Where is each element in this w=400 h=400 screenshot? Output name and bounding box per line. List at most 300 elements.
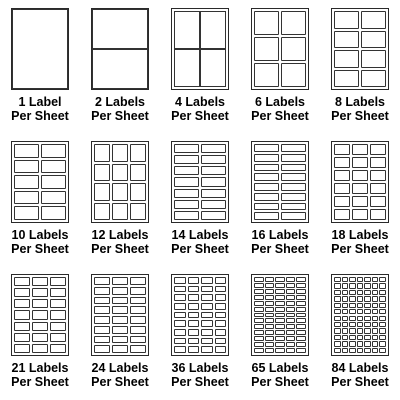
- label-count: 4 Labels: [174, 95, 226, 109]
- label-cell: [361, 11, 386, 29]
- label-cell: [286, 342, 296, 347]
- label-cell: [357, 290, 364, 295]
- label-cell: [112, 297, 128, 305]
- label-cell: [286, 318, 296, 323]
- label-cell: [200, 11, 226, 49]
- label-cell: [296, 301, 306, 306]
- label-cell: [174, 189, 199, 198]
- label-option-tile[interactable]: [80, 266, 160, 399]
- label-cell: [372, 303, 379, 308]
- label-cell: [275, 348, 285, 353]
- label-cell: [94, 345, 110, 353]
- label-cell: [174, 294, 186, 301]
- per-sheet-text: Per Sheet: [331, 108, 389, 123]
- label-cell: [379, 328, 386, 333]
- label-cell: [349, 296, 356, 301]
- label-cell: [265, 342, 275, 347]
- label-cell: [14, 277, 30, 286]
- label-cell: [12, 9, 68, 89]
- per-sheet-text: Per Sheet: [331, 241, 389, 256]
- label-cell: [342, 328, 349, 333]
- label-cell: [265, 313, 275, 318]
- label-cell: [334, 322, 341, 327]
- label-cell: [370, 157, 386, 168]
- label-cell: [275, 289, 285, 294]
- label-cell: [334, 11, 359, 29]
- label-cell: [215, 329, 227, 336]
- per-sheet-text: Per Sheet: [11, 374, 69, 389]
- label-cell: [254, 277, 264, 282]
- label-cell: [342, 290, 349, 295]
- label-option-caption: [0, 362, 80, 389]
- label-cell: [275, 330, 285, 335]
- label-count: 84 Labels: [331, 361, 389, 375]
- label-cell: [254, 289, 264, 294]
- label-cell: [296, 307, 306, 312]
- label-count: 21 Labels: [11, 361, 69, 375]
- label-cell: [94, 203, 110, 221]
- label-cell: [286, 313, 296, 318]
- label-option-tile[interactable]: [320, 266, 400, 399]
- label-cell: [215, 294, 227, 301]
- label-cell: [215, 277, 227, 284]
- label-cell: [296, 330, 306, 335]
- label-count: 36 Labels: [171, 361, 229, 375]
- label-cell: [281, 144, 306, 152]
- label-cell: [364, 277, 371, 282]
- label-option-tile[interactable]: [160, 133, 240, 266]
- label-cell: [14, 288, 30, 297]
- label-cell: [188, 320, 200, 327]
- label-option-tile[interactable]: [0, 133, 80, 266]
- label-cell: [265, 307, 275, 312]
- label-cell: [130, 326, 146, 334]
- label-cell: [112, 336, 128, 344]
- label-cell: [174, 320, 186, 327]
- label-cell: [174, 329, 186, 336]
- label-cell: [254, 11, 279, 35]
- label-count: 16 Labels: [251, 228, 309, 242]
- label-cell: [14, 344, 30, 353]
- label-cell: [281, 164, 306, 172]
- label-cell: [286, 289, 296, 294]
- label-cell: [94, 144, 110, 162]
- label-cell: [334, 316, 341, 321]
- label-cell: [112, 316, 128, 324]
- label-cell: [342, 283, 349, 288]
- label-cell: [334, 348, 341, 353]
- label-cell: [94, 326, 110, 334]
- label-cell: [334, 328, 341, 333]
- label-option-caption: [160, 96, 240, 123]
- label-cell: [372, 341, 379, 346]
- label-option-tile[interactable]: [240, 133, 320, 266]
- label-cell: [286, 295, 296, 300]
- label-cell: [265, 289, 275, 294]
- label-cell: [352, 144, 368, 155]
- label-cell: [334, 303, 341, 308]
- label-cell: [372, 290, 379, 295]
- label-cell: [14, 310, 30, 319]
- label-cell: [352, 170, 368, 181]
- label-cell: [286, 324, 296, 329]
- label-cell: [265, 301, 275, 306]
- label-cell: [50, 299, 66, 308]
- label-option-tile[interactable]: [240, 0, 320, 133]
- label-option-tile[interactable]: [320, 0, 400, 133]
- label-cell: [50, 277, 66, 286]
- label-cell: [174, 286, 186, 293]
- label-cell: [275, 295, 285, 300]
- label-cell: [32, 277, 48, 286]
- label-cell: [265, 324, 275, 329]
- label-cell: [357, 341, 364, 346]
- label-cell: [188, 286, 200, 293]
- per-sheet-text: Per Sheet: [331, 374, 389, 389]
- label-cell: [92, 49, 148, 89]
- label-cell: [349, 322, 356, 327]
- label-cell: [174, 155, 199, 164]
- label-cell: [342, 277, 349, 282]
- label-cell: [174, 277, 186, 284]
- label-cell: [201, 320, 213, 327]
- label-option-caption: [80, 362, 160, 389]
- label-cell: [201, 312, 213, 319]
- label-cell: [112, 345, 128, 353]
- label-cell: [174, 144, 199, 153]
- label-cell: [215, 346, 227, 353]
- label-cell: [130, 203, 146, 221]
- label-cell: [296, 313, 306, 318]
- label-cell: [352, 157, 368, 168]
- label-cell: [364, 303, 371, 308]
- label-cell: [41, 191, 66, 205]
- label-cell: [275, 283, 285, 288]
- label-cell: [349, 316, 356, 321]
- label-cell: [342, 309, 349, 314]
- label-cell: [201, 329, 213, 336]
- label-cell: [130, 183, 146, 201]
- label-cell: [130, 297, 146, 305]
- label-count: 10 Labels: [11, 228, 69, 242]
- per-sheet-text: Per Sheet: [251, 374, 309, 389]
- label-cell: [357, 328, 364, 333]
- per-sheet-text: Per Sheet: [171, 108, 229, 123]
- label-cell: [201, 286, 213, 293]
- label-cell: [352, 209, 368, 220]
- label-cell: [275, 307, 285, 312]
- label-cell: [349, 328, 356, 333]
- label-cell: [265, 283, 275, 288]
- label-cell: [379, 290, 386, 295]
- label-cell: [41, 206, 66, 220]
- label-cell: [14, 160, 39, 174]
- label-cell: [174, 303, 186, 310]
- label-cell: [201, 338, 213, 345]
- label-cell: [14, 206, 39, 220]
- label-cell: [188, 338, 200, 345]
- label-cell: [201, 294, 213, 301]
- label-cell: [334, 296, 341, 301]
- label-cell: [379, 348, 386, 353]
- label-cell: [357, 296, 364, 301]
- label-option-tile[interactable]: [240, 266, 320, 399]
- label-option-caption: [0, 229, 80, 256]
- label-option-caption: [160, 362, 240, 389]
- label-cell: [349, 335, 356, 340]
- label-cell: [50, 322, 66, 331]
- label-cell: [372, 296, 379, 301]
- label-cell: [372, 277, 379, 282]
- label-cell: [286, 336, 296, 341]
- label-sheet-preview: [331, 141, 389, 223]
- label-cell: [342, 322, 349, 327]
- label-sheet-preview: [171, 274, 229, 356]
- label-cell: [94, 183, 110, 201]
- label-cell: [334, 309, 341, 314]
- label-cell: [254, 313, 264, 318]
- label-cell: [334, 335, 341, 340]
- label-cell: [32, 299, 48, 308]
- label-cell: [286, 301, 296, 306]
- label-cell: [364, 283, 371, 288]
- label-cell: [334, 50, 359, 68]
- label-cell: [188, 303, 200, 310]
- label-option-tile[interactable]: [0, 0, 80, 133]
- label-cell: [357, 309, 364, 314]
- label-cell: [286, 348, 296, 353]
- label-cell: [265, 318, 275, 323]
- label-cell: [215, 320, 227, 327]
- label-cell: [94, 306, 110, 314]
- label-cell: [342, 348, 349, 353]
- label-cell: [281, 173, 306, 181]
- label-cell: [364, 309, 371, 314]
- label-count: 65 Labels: [251, 361, 309, 375]
- label-cell: [92, 9, 148, 49]
- label-cell: [334, 157, 350, 168]
- label-cell: [188, 312, 200, 319]
- label-cell: [201, 189, 226, 198]
- label-cell: [370, 196, 386, 207]
- label-option-caption: [240, 229, 320, 256]
- label-cell: [349, 348, 356, 353]
- label-cell: [349, 290, 356, 295]
- label-cell: [296, 295, 306, 300]
- label-cell: [254, 283, 264, 288]
- label-cell: [357, 283, 364, 288]
- per-sheet-text: Per Sheet: [251, 241, 309, 256]
- label-cell: [334, 341, 341, 346]
- label-sheet-preview: [91, 8, 149, 90]
- label-cell: [254, 212, 279, 220]
- label-cell: [372, 316, 379, 321]
- label-cell: [130, 316, 146, 324]
- label-cell: [201, 166, 226, 175]
- label-cell: [112, 164, 128, 182]
- label-cell: [32, 288, 48, 297]
- label-option-tile[interactable]: [80, 133, 160, 266]
- label-cell: [334, 183, 350, 194]
- label-cell: [254, 144, 279, 152]
- label-option-caption: [320, 229, 400, 256]
- label-count: 14 Labels: [171, 228, 229, 242]
- label-cell: [130, 345, 146, 353]
- label-cell: [372, 335, 379, 340]
- label-cell: [379, 309, 386, 314]
- label-cell: [370, 144, 386, 155]
- label-cell: [281, 183, 306, 191]
- label-option-caption: [160, 229, 240, 256]
- label-cell: [265, 295, 275, 300]
- label-option-tile[interactable]: [0, 266, 80, 399]
- label-cell: [174, 200, 199, 209]
- label-cell: [352, 196, 368, 207]
- label-cell: [254, 324, 264, 329]
- label-sheet-preview: [11, 274, 69, 356]
- label-cell: [370, 183, 386, 194]
- label-sheet-preview: [331, 274, 389, 356]
- label-option-tile[interactable]: [160, 0, 240, 133]
- label-cell: [364, 322, 371, 327]
- label-cell: [281, 63, 306, 87]
- label-cell: [50, 344, 66, 353]
- label-cell: [265, 330, 275, 335]
- label-cell: [130, 164, 146, 182]
- label-cell: [296, 342, 306, 347]
- label-cell: [265, 336, 275, 341]
- label-cell: [174, 211, 199, 220]
- label-sheet-preview: [91, 274, 149, 356]
- label-option-tile[interactable]: [320, 133, 400, 266]
- label-cell: [349, 283, 356, 288]
- label-cell: [286, 277, 296, 282]
- label-cell: [357, 335, 364, 340]
- label-cell: [357, 316, 364, 321]
- label-cell: [174, 49, 200, 87]
- label-cell: [364, 316, 371, 321]
- label-cell: [370, 209, 386, 220]
- label-cell: [254, 295, 264, 300]
- label-cell: [349, 277, 356, 282]
- label-cell: [364, 328, 371, 333]
- label-cell: [201, 277, 213, 284]
- label-count: 18 Labels: [331, 228, 389, 242]
- label-cell: [275, 324, 285, 329]
- label-cell: [361, 50, 386, 68]
- label-cell: [41, 175, 66, 189]
- label-cell: [296, 277, 306, 282]
- label-count: 1 Label: [18, 95, 62, 109]
- label-sheet-preview: [331, 8, 389, 90]
- label-cell: [357, 277, 364, 282]
- label-cell: [372, 328, 379, 333]
- label-cell: [94, 316, 110, 324]
- label-option-caption: [320, 362, 400, 389]
- label-cell: [379, 335, 386, 340]
- label-cell: [372, 283, 379, 288]
- label-sheet-preview: [251, 141, 309, 223]
- label-option-caption: [240, 96, 320, 123]
- label-option-caption: [80, 229, 160, 256]
- per-sheet-text: Per Sheet: [91, 108, 149, 123]
- label-cell: [201, 211, 226, 220]
- label-cell: [112, 183, 128, 201]
- label-cell: [254, 330, 264, 335]
- label-cell: [275, 301, 285, 306]
- label-cell: [174, 177, 199, 186]
- label-cell: [254, 164, 279, 172]
- label-cell: [370, 170, 386, 181]
- label-cell: [188, 329, 200, 336]
- per-sheet-text: Per Sheet: [171, 241, 229, 256]
- label-cell: [281, 154, 306, 162]
- label-cell: [275, 277, 285, 282]
- label-cell: [334, 31, 359, 49]
- label-cell: [94, 277, 110, 285]
- label-cell: [342, 335, 349, 340]
- label-cell: [265, 277, 275, 282]
- label-cell: [112, 306, 128, 314]
- label-cell: [286, 307, 296, 312]
- label-cell: [174, 166, 199, 175]
- label-cell: [32, 322, 48, 331]
- label-cell: [201, 200, 226, 209]
- label-count: 12 Labels: [91, 228, 149, 242]
- label-cell: [41, 144, 66, 158]
- label-option-tile[interactable]: [80, 0, 160, 133]
- label-cell: [14, 333, 30, 342]
- label-cell: [14, 191, 39, 205]
- label-cell: [286, 330, 296, 335]
- label-cell: [254, 348, 264, 353]
- label-cell: [379, 316, 386, 321]
- label-cell: [112, 144, 128, 162]
- label-cell: [364, 335, 371, 340]
- label-cell: [372, 322, 379, 327]
- label-cell: [112, 287, 128, 295]
- label-cell: [14, 299, 30, 308]
- label-cell: [94, 336, 110, 344]
- label-cell: [174, 312, 186, 319]
- label-cell: [364, 348, 371, 353]
- label-sheet-preview: [11, 8, 69, 90]
- label-cell: [265, 348, 275, 353]
- label-cell: [32, 310, 48, 319]
- per-sheet-text: Per Sheet: [11, 108, 69, 123]
- label-option-tile[interactable]: [160, 266, 240, 399]
- label-cell: [275, 313, 285, 318]
- label-cell: [174, 11, 200, 49]
- label-cell: [296, 348, 306, 353]
- label-cell: [94, 164, 110, 182]
- label-cell: [349, 341, 356, 346]
- label-option-caption: [240, 362, 320, 389]
- label-option-caption: [0, 96, 80, 123]
- label-cell: [215, 338, 227, 345]
- label-cell: [254, 183, 279, 191]
- label-cell: [334, 70, 359, 88]
- label-sheet-preview: [251, 8, 309, 90]
- label-cell: [357, 303, 364, 308]
- label-cell: [364, 296, 371, 301]
- label-cell: [50, 333, 66, 342]
- label-cell: [14, 175, 39, 189]
- label-cell: [215, 303, 227, 310]
- label-sheet-preview: [11, 141, 69, 223]
- label-cell: [130, 336, 146, 344]
- label-cell: [281, 11, 306, 35]
